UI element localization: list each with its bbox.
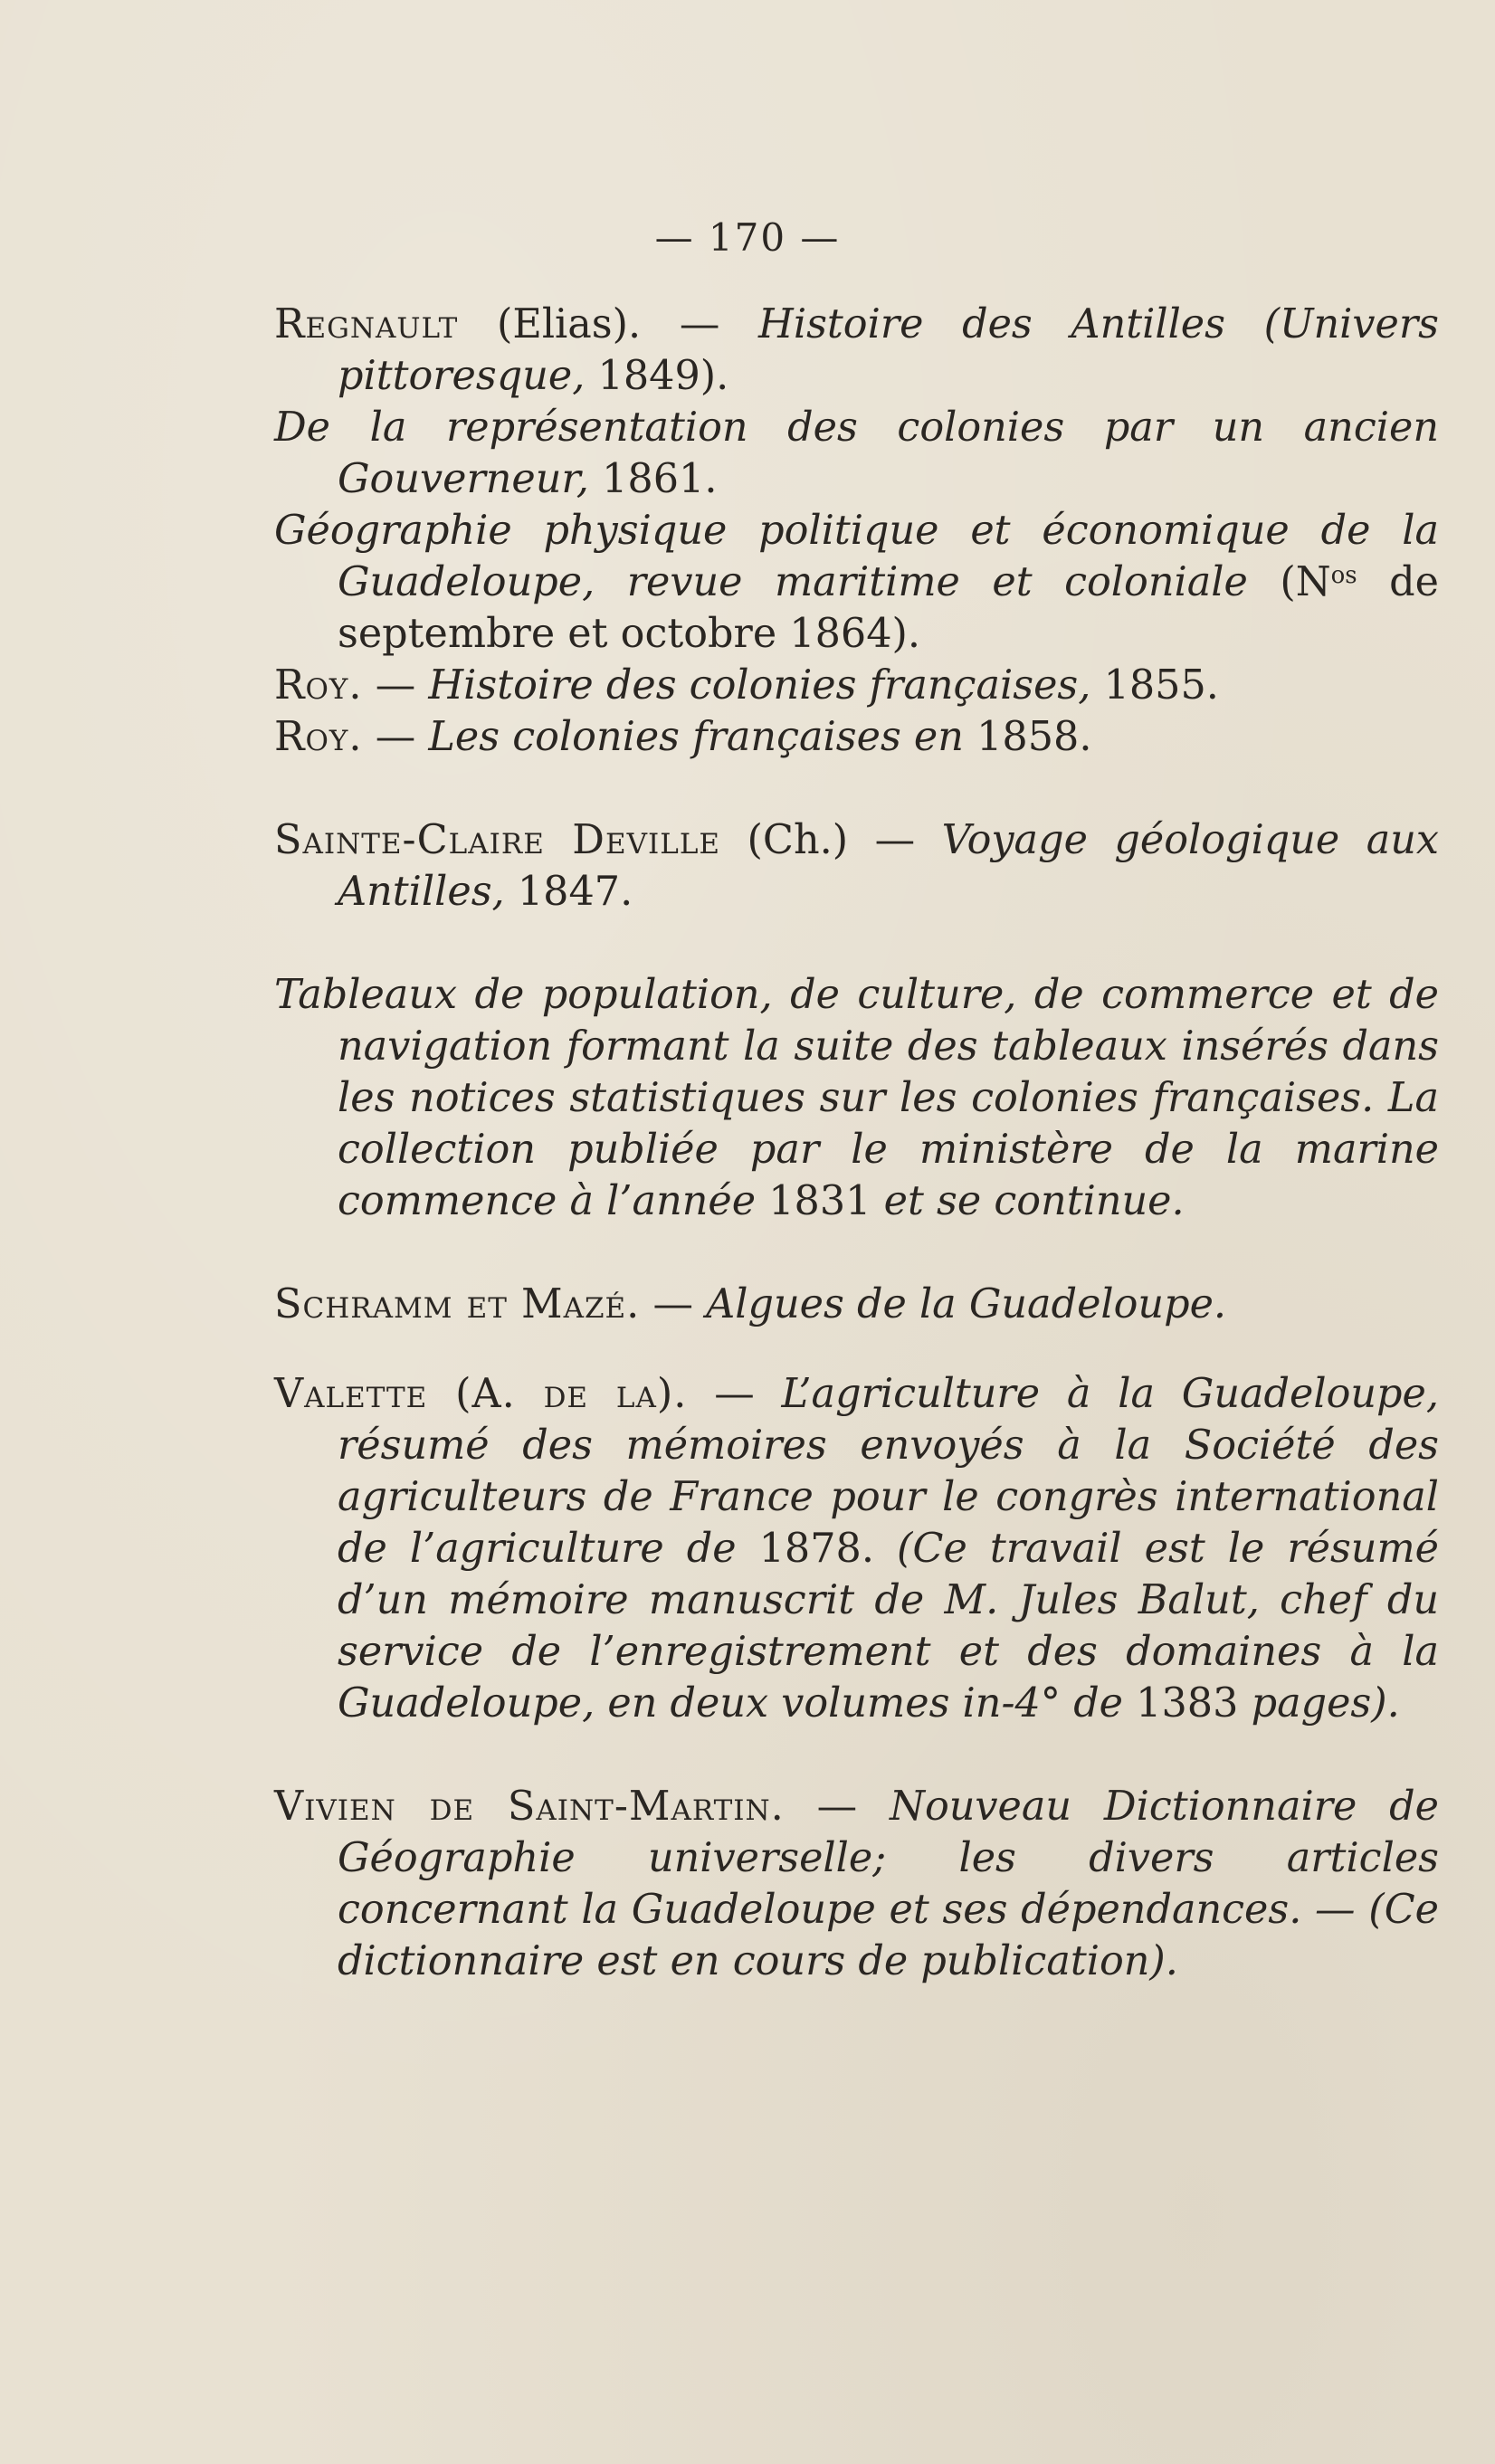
entry-author: Sainte-Claire Deville: [274, 817, 721, 863]
entry-title: Les colonies françaises en: [428, 714, 964, 760]
entry-author: Roy.: [274, 714, 363, 760]
entry-date: 1849).: [597, 353, 729, 399]
bibliography-entry: [274, 505, 1439, 660]
entry-title: Nouveau Dictionnaire de Géographie universelle; les divers articles concernant la Guadeloupe et ses dépendances. — (Ce dictionnaire est en cours de publication).: [338, 1784, 1439, 1984]
entry-title-end: et se continue.: [883, 1178, 1185, 1224]
entry-author-detail: (Elias).: [496, 301, 642, 347]
entry-note: (Ce travail est le résumé d’un mémoire manuscrit de M. Jules Balut, chef du service de l’enregistrement et des domaines à la Guadeloupe, en deux volumes in-4° de: [338, 1526, 1439, 1727]
page-number: — 170 —: [654, 215, 841, 260]
entry-author: Regnault: [274, 301, 459, 347]
bibliography-entry: [274, 660, 1439, 711]
entry-title: Géographie physique politique et économique de la Guadeloupe, revue maritime et coloniale: [274, 508, 1439, 605]
entry-page-count: 1383: [1136, 1680, 1239, 1727]
bibliography-entry: [274, 814, 1439, 918]
entry-date: 1858.: [976, 714, 1092, 760]
entry-date: 1855.: [1103, 662, 1219, 709]
bibliography-entry: [274, 299, 1439, 402]
entry-separator: —: [375, 714, 416, 760]
entry-separator: —: [652, 1281, 693, 1327]
entry-title: Voyage géologique aux Antilles,: [338, 817, 1439, 915]
bibliography-entry: [274, 1368, 1439, 1729]
entry-author: Valette (A. de la).: [274, 1371, 688, 1417]
entry-note-end: pages).: [1251, 1680, 1400, 1727]
entry-title: Algues de la Guadeloupe.: [706, 1281, 1227, 1327]
bibliography-entry: [274, 1781, 1439, 1987]
entry-separator: —: [816, 1784, 858, 1830]
bibliography-entry: [274, 969, 1439, 1227]
entry-separator: —: [375, 662, 416, 709]
entry-date: 1847.: [517, 869, 633, 915]
entry-author: Roy.: [274, 662, 363, 709]
entry-separator: —: [679, 301, 720, 347]
entry-superscript: os: [1330, 562, 1357, 589]
bibliography-entry: [274, 402, 1439, 505]
bibliography-entry: [274, 1279, 1439, 1330]
entry-title: Histoire des colonies françaises,: [428, 662, 1091, 709]
entry-title: Tableaux de population, de culture, de commerce et de navigation formant la suite des tableaux insérés dans les notices statistiques sur les colonies françaises. La collection publiée par le ministère de la marine commence à l’année: [274, 972, 1439, 1224]
entry-separator: —: [714, 1371, 755, 1417]
entry-note-open: (N: [1280, 559, 1331, 605]
entry-year: 1878.: [758, 1526, 875, 1572]
entry-date: de septembre et octobre 1864).: [338, 559, 1439, 657]
entry-title: L’agriculture à la Guadeloupe, résumé des mémoires envoyés à la Société des agriculteurs de France pour le congrès international de l’agriculture de: [338, 1371, 1440, 1572]
entry-separator: —: [874, 817, 916, 863]
entry-title: De la représentation des colonies par un ancien Gouverneur,: [274, 404, 1439, 502]
entry-date: 1861.: [602, 456, 718, 502]
bibliography-entry: [274, 711, 1439, 763]
entry-title: Histoire des Antilles (Univers pittoresque,: [338, 301, 1439, 399]
bibliography-list: [274, 299, 1439, 1987]
entry-author-detail: (Ch.): [747, 817, 849, 863]
entry-author: Vivien de Saint-Martin.: [274, 1784, 785, 1830]
entry-year: 1831: [768, 1178, 871, 1224]
entry-author: Schramm et Mazé.: [274, 1281, 641, 1327]
